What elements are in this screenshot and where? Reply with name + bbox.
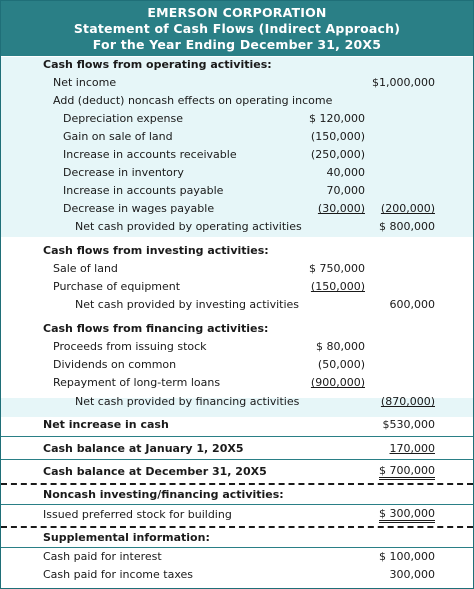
- net-increase-total: $530,000: [382, 418, 435, 431]
- ending-balance-row: [1, 463, 473, 481]
- net-increase-label: Net increase in cash: [43, 418, 169, 431]
- noncash-item-label: Issued preferred stock for building: [43, 508, 232, 521]
- operating-item-row: [1, 164, 473, 182]
- financing-net-total: (870,000): [380, 395, 435, 408]
- operating-net-total: $ 800,000: [379, 220, 435, 233]
- statement-period: For the Year Ending December 31, 20X5: [92, 37, 382, 52]
- statement-header: [1, 1, 473, 56]
- investing-heading: Cash flows from investing activities:: [43, 244, 269, 257]
- ending-balance-label: Cash balance at December 31, 20X5: [43, 465, 267, 478]
- noncash-item-total: $ 300,000: [379, 508, 435, 523]
- financing-item-amount: (900,000): [310, 376, 365, 389]
- operating-item-amount: 70,000: [326, 184, 365, 197]
- financing-item-label: Repayment of long-term loans: [53, 376, 221, 389]
- investing-item-row: [1, 260, 473, 278]
- beginning-balance-label: Cash balance at January 1, 20X5: [43, 442, 244, 455]
- divider: [1, 504, 473, 505]
- operating-item-label: Increase in accounts payable: [63, 184, 224, 197]
- financing-net-row: [1, 393, 473, 411]
- divider: [1, 436, 473, 437]
- investing-net-row: [1, 296, 473, 314]
- financing-item-label: Proceeds from issuing stock: [53, 340, 207, 353]
- supplemental-item-total: $ 100,000: [379, 550, 435, 563]
- supplemental-item-row: [1, 566, 473, 584]
- financing-item-row: [1, 374, 473, 392]
- supplemental-heading-row: [1, 529, 473, 547]
- operating-item-label: Depreciation expense: [63, 112, 183, 125]
- operating-net-label: Net cash provided by operating activities: [75, 220, 302, 233]
- financing-item-amount: (50,000): [317, 358, 365, 371]
- operating-item-amount: (250,000): [310, 148, 365, 161]
- investing-heading-row: [1, 242, 473, 260]
- adjust-heading-row: [1, 92, 473, 110]
- investing-net-total: 600,000: [389, 298, 435, 311]
- operating-item-label: Decrease in wages payable: [63, 202, 215, 215]
- financing-heading-row: [1, 320, 473, 338]
- investing-item-amount: (150,000): [310, 280, 365, 293]
- operating-item-amount: (30,000): [317, 202, 365, 215]
- net-income-total: $1,000,000: [372, 76, 435, 89]
- noncash-heading: Noncash investing/financing activities:: [43, 488, 284, 501]
- divider: [1, 459, 473, 460]
- investing-item-label: Sale of land: [53, 262, 118, 275]
- operating-net-row: [1, 218, 473, 236]
- operating-item-row: [1, 200, 473, 218]
- financing-net-label: Net cash provided by financing activities: [75, 395, 300, 408]
- company-name: EMERSON CORPORATION: [147, 5, 327, 20]
- financing-item-row: [1, 338, 473, 356]
- investing-item-row: [1, 278, 473, 296]
- financing-item-label: Dividends on common: [53, 358, 177, 371]
- ending-balance-total: $ 700,000: [379, 465, 435, 480]
- operating-item-label: Increase in accounts receivable: [63, 148, 237, 161]
- beginning-balance-total: 170,000: [389, 442, 435, 455]
- noncash-heading-row: [1, 486, 473, 504]
- operating-item-amount: 40,000: [326, 166, 365, 179]
- investing-item-label: Purchase of equipment: [53, 280, 181, 293]
- adjust-heading: Add (deduct) noncash effects on operating income: [53, 94, 333, 107]
- net-increase-row: [1, 416, 473, 434]
- investing-item-amount: $ 750,000: [309, 262, 365, 275]
- supplemental-heading: Supplemental information:: [43, 531, 210, 544]
- supplemental-item-label: Cash paid for interest: [43, 550, 162, 563]
- operating-item-amount: $ 120,000: [309, 112, 365, 125]
- net-income-label: Net income: [53, 76, 117, 89]
- adjustments-total: (200,000): [380, 202, 435, 215]
- financing-item-amount: $ 80,000: [316, 340, 365, 353]
- operating-item-row: [1, 182, 473, 200]
- operating-item-row: [1, 128, 473, 146]
- statement-title: Statement of Cash Flows (Indirect Approach): [73, 21, 401, 36]
- financing-item-row: [1, 356, 473, 374]
- operating-item-row: [1, 146, 473, 164]
- dashed-divider: [1, 483, 473, 485]
- noncash-item-row: [1, 506, 473, 524]
- net-income-row: [1, 74, 473, 92]
- operating-heading-row: [1, 56, 473, 74]
- supplemental-item-total: 300,000: [389, 568, 435, 581]
- operating-item-label: Decrease in inventory: [63, 166, 184, 179]
- supplemental-item-label: Cash paid for income taxes: [43, 568, 194, 581]
- operating-item-amount: (150,000): [310, 130, 365, 143]
- financing-heading: Cash flows from financing activities:: [43, 322, 269, 335]
- operating-item-label: Gain on sale of land: [63, 130, 173, 143]
- operating-item-row: [1, 110, 473, 128]
- operating-heading: Cash flows from operating activities:: [43, 58, 272, 71]
- beginning-balance-row: [1, 440, 473, 458]
- dashed-divider: [1, 526, 473, 528]
- investing-net-label: Net cash provided by investing activities: [75, 298, 300, 311]
- supplemental-item-row: [1, 548, 473, 566]
